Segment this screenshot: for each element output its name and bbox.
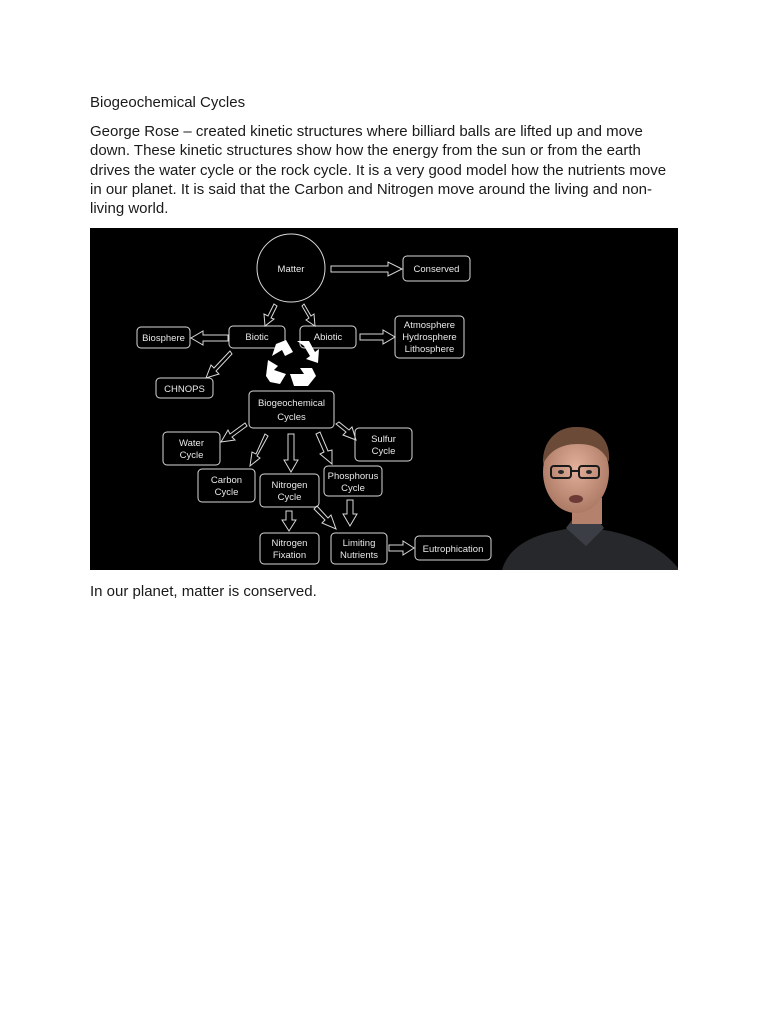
node-nitrogen-cycle [260,474,319,507]
svg-text:Sulfur: Sulfur [371,434,396,445]
svg-text:Conserved: Conserved [413,264,460,275]
svg-text:Phosphorus: Phosphorus [327,471,379,482]
node-biogeochemical-cycles [249,391,334,428]
svg-text:Carbon: Carbon [210,475,243,486]
node-carbon-cycle [198,469,255,502]
svg-text:Cycles: Cycles [277,412,306,423]
node-conserved [403,256,470,281]
svg-text:Nutrients: Nutrients [339,550,379,561]
svg-text:Nitrogen: Nitrogen [271,480,308,491]
svg-text:Limiting: Limiting [342,538,376,549]
svg-text:Cycle: Cycle [179,450,204,461]
svg-text:Atmosphere: Atmosphere [403,320,456,331]
presenter-image [502,427,678,570]
svg-text:Biosphere: Biosphere [142,333,185,344]
svg-text:Biotic: Biotic [245,332,269,343]
node-eutrophication [415,536,491,560]
svg-text:Cycle: Cycle [277,492,302,503]
svg-text:Abiotic: Abiotic [313,332,343,343]
body-paragraph: George Rose – created kinetic structures where billiard balls are lifted up and move down. These kinetic structures show how the energy from the sun or from the earth drives the water cycle or the rock cycle. It is a very good model how the nutrients move in our planet. It is said that the Carbon and Nitrogen move around the living and non-living world. [90,123,667,218]
svg-text:Hydrosphere: Hydrosphere [402,332,457,343]
node-phosphorus-cycle [324,466,382,496]
svg-text:Biogeochemical: Biogeochemical [257,398,326,409]
concept-map [90,228,678,570]
svg-text:CHNOPS: CHNOPS [164,384,205,395]
node-water-cycle [163,432,220,465]
node-spheres [395,316,464,358]
node-biosphere [137,327,190,348]
svg-text:Lithosphere: Lithosphere [404,344,455,355]
page-title: Biogeochemical Cycles [90,94,246,111]
svg-text:Water: Water [179,438,204,449]
svg-text:Cycle: Cycle [371,446,396,457]
video-frame-diagram [90,228,678,570]
svg-text:Cycle: Cycle [341,483,365,494]
node-chnops [156,378,213,398]
node-matter [257,234,325,302]
svg-text:Eutrophication: Eutrophication [422,544,484,555]
node-sulfur-cycle [355,428,412,461]
svg-text:Cycle: Cycle [214,487,239,498]
caption-text: In our planet, matter is conserved. [90,583,317,600]
node-nitrogen-fixation [260,533,319,564]
svg-text:Matter: Matter [277,264,305,275]
svg-text:Nitrogen: Nitrogen [271,538,308,549]
svg-text:Fixation: Fixation [272,550,307,561]
node-limiting-nutrients [331,533,387,564]
